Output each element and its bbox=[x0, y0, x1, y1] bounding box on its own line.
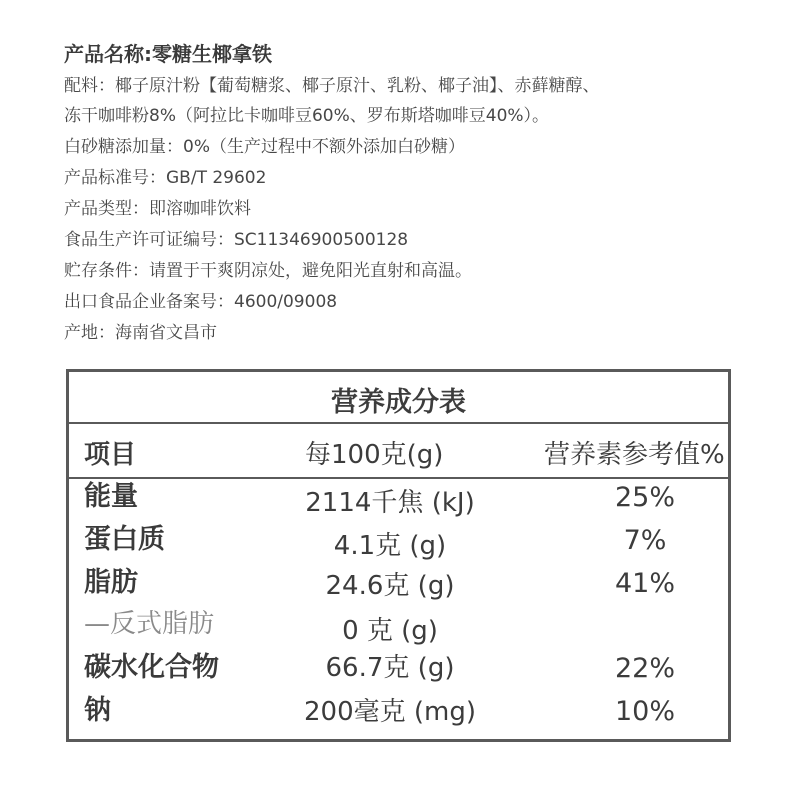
table-row bbox=[0, 688, 800, 728]
nutrient-name: 碳水化合物 bbox=[84, 652, 219, 683]
nutrient-nrv: 10% bbox=[614, 696, 675, 727]
header-item: 项目 bbox=[84, 440, 137, 470]
product-type: 产品类型：即溶咖啡饮料 bbox=[64, 199, 251, 219]
nutrient-amount: 2114千焦 (kJ) bbox=[305, 488, 475, 518]
table-row bbox=[0, 474, 800, 518]
ingredients-line-2: 冻干咖啡粉8%（阿拉比卡咖啡豆60%、罗布斯塔咖啡豆40%）。 bbox=[64, 106, 550, 126]
nutrient-nrv: 25% bbox=[614, 482, 675, 513]
origin: 产地：海南省文昌市 bbox=[64, 323, 217, 343]
product-info bbox=[64, 40, 780, 349]
export-record-number: 出口食品企业备案号：4600/09008 bbox=[64, 292, 338, 312]
table-row bbox=[0, 603, 800, 646]
nutrient-nrv: 7% bbox=[623, 525, 667, 556]
sugar-content: 白砂糖添加量：0%（生产过程中不额外添加白砂糖） bbox=[64, 137, 465, 157]
header-nrv: 营养素参考值% bbox=[544, 440, 725, 470]
nutrient-name: 能量 bbox=[84, 481, 138, 512]
product-name: 产品名称:零糖生椰拿铁 bbox=[64, 42, 272, 66]
nutrient-nrv: 22% bbox=[614, 653, 675, 684]
table-row bbox=[0, 560, 800, 600]
nutrient-amount: 24.6克 (g) bbox=[325, 571, 455, 601]
table-row bbox=[0, 517, 800, 561]
nutrient-name: 钠 bbox=[84, 695, 111, 726]
nutrient-name: 蛋白质 bbox=[84, 524, 165, 555]
header-per-100g: 每100克(g) bbox=[305, 440, 444, 470]
storage-conditions: 贮存条件：请置于干爽阴凉处，避免阳光直射和高温。 bbox=[64, 261, 472, 281]
production-license: 食品生产许可证编号：SC11346900500128 bbox=[64, 230, 409, 250]
title-divider bbox=[69, 422, 728, 424]
nutrient-amount: 66.7克 (g) bbox=[325, 653, 455, 683]
ingredients-line-1: 配料：椰子原汁粉【葡萄糖浆、椰子原汁、乳粉、椰子油】、赤藓糖醇、 bbox=[64, 76, 600, 96]
nutrient-amount: 200毫克 (mg) bbox=[303, 697, 476, 727]
nutrient-amount: 0 克 (g) bbox=[342, 616, 438, 646]
nutrient-nrv: 41% bbox=[614, 568, 675, 599]
nutrient-name: —反式脂肪 bbox=[84, 609, 215, 639]
nutrient-amount: 4.1克 (g) bbox=[333, 531, 447, 561]
nutrient-name: 脂肪 bbox=[84, 567, 138, 598]
nutrition-table-title: 营养成分表 bbox=[331, 387, 466, 418]
table-row bbox=[0, 645, 800, 685]
product-standard: 产品标准号：GB/T 29602 bbox=[64, 168, 267, 188]
